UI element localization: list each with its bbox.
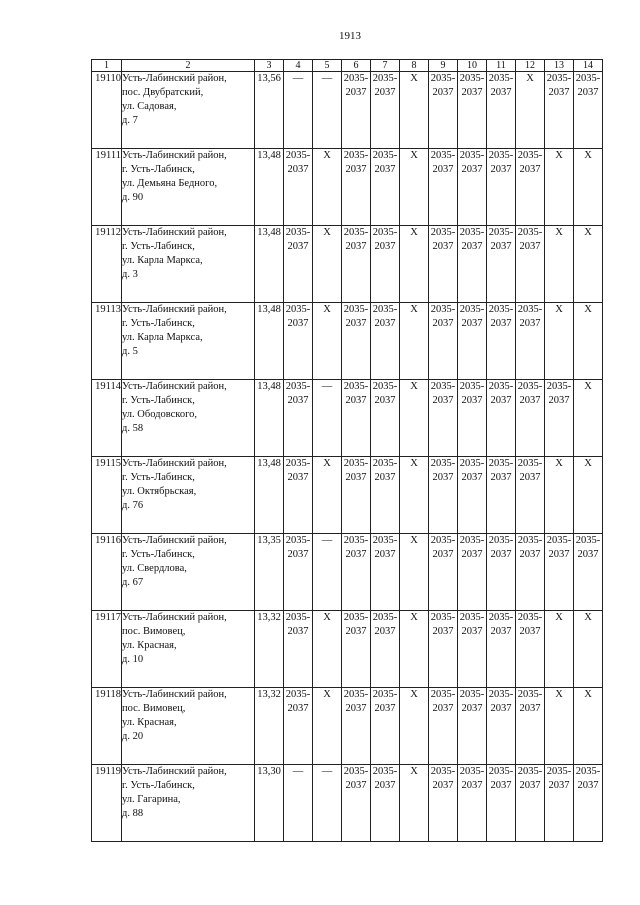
year-cell-col-4: 2035-2037	[284, 380, 313, 457]
address-line: г. Усть-Лабинск,	[122, 318, 195, 329]
address-cell	[122, 149, 255, 226]
column-number-3: 3	[255, 60, 284, 72]
address-cell	[122, 457, 255, 534]
row-id: 19111	[92, 149, 122, 226]
year-cell-col-11: 2035-2037	[487, 765, 516, 842]
address-line: пос. Вимовец,	[122, 703, 186, 714]
table-row	[92, 688, 603, 765]
address-line: Усть-Лабинский район,	[122, 535, 227, 546]
year-cell-col-13: 2035-2037	[545, 765, 574, 842]
row-id: 19118	[92, 688, 122, 765]
year-cell-col-11: 2035-2037	[487, 688, 516, 765]
year-cell-col-13: 2035-2037	[545, 72, 574, 149]
year-cell-col-14: 2035-2037	[574, 534, 603, 611]
column-number-9: 9	[429, 60, 458, 72]
column-number-11: 11	[487, 60, 516, 72]
year-cell-col-5: X	[313, 611, 342, 688]
year-cell-col-7: 2035-2037	[371, 149, 400, 226]
column-number-14: 14	[574, 60, 603, 72]
address-cell	[122, 380, 255, 457]
year-cell-col-10: 2035-2037	[458, 457, 487, 534]
area-value: 13,32	[255, 611, 284, 688]
table-row	[92, 303, 603, 380]
year-cell-col-4: 2035-2037	[284, 611, 313, 688]
address-cell	[122, 611, 255, 688]
year-cell-col-7: 2035-2037	[371, 303, 400, 380]
year-cell-col-11: 2035-2037	[487, 534, 516, 611]
column-number-7: 7	[371, 60, 400, 72]
row-id: 19113	[92, 303, 122, 380]
year-cell-col-6: 2035-2037	[342, 72, 371, 149]
area-value: 13,32	[255, 688, 284, 765]
table-row	[92, 611, 603, 688]
year-cell-col-12: X	[516, 72, 545, 149]
address-line: пос. Двубратский,	[122, 87, 204, 98]
year-cell-col-14: X	[574, 380, 603, 457]
year-cell-col-12: 2035-2037	[516, 380, 545, 457]
address-line: ул. Октябрьская,	[122, 486, 197, 497]
address-line: ул. Красная,	[122, 640, 177, 651]
year-cell-col-8: X	[400, 303, 429, 380]
area-value: 13,48	[255, 303, 284, 380]
year-cell-col-6: 2035-2037	[342, 457, 371, 534]
year-cell-col-6: 2035-2037	[342, 765, 371, 842]
row-id: 19119	[92, 765, 122, 842]
address-line: д. 3	[122, 269, 138, 280]
address-cell	[122, 226, 255, 303]
year-cell-col-10: 2035-2037	[458, 765, 487, 842]
year-cell-col-9: 2035-2037	[429, 149, 458, 226]
year-cell-col-11: 2035-2037	[487, 303, 516, 380]
year-cell-col-10: 2035-2037	[458, 149, 487, 226]
address-line: д. 76	[122, 500, 144, 511]
address-cell	[122, 534, 255, 611]
row-id: 19116	[92, 534, 122, 611]
year-cell-col-13: X	[545, 303, 574, 380]
table-row	[92, 149, 603, 226]
address-line: г. Усть-Лабинск,	[122, 780, 195, 791]
table-row	[92, 226, 603, 303]
column-number-2: 2	[122, 60, 255, 72]
year-cell-col-12: 2035-2037	[516, 226, 545, 303]
area-value: 13,48	[255, 380, 284, 457]
table-row	[92, 534, 603, 611]
table-row	[92, 765, 603, 842]
year-cell-col-8: X	[400, 380, 429, 457]
year-cell-col-4: 2035-2037	[284, 534, 313, 611]
address-line: ул. Демьяна Бедного,	[122, 178, 218, 189]
address-line: Усть-Лабинский район,	[122, 304, 227, 315]
area-value: 13,30	[255, 765, 284, 842]
year-cell-col-7: 2035-2037	[371, 688, 400, 765]
address-line: Усть-Лабинский район,	[122, 612, 227, 623]
column-number-6: 6	[342, 60, 371, 72]
year-cell-col-8: X	[400, 226, 429, 303]
year-cell-col-13: 2035-2037	[545, 380, 574, 457]
address-line: Усть-Лабинский район,	[122, 73, 227, 84]
year-cell-col-5: —	[313, 534, 342, 611]
address-line: г. Усть-Лабинск,	[122, 164, 195, 175]
column-number-13: 13	[545, 60, 574, 72]
address-line: г. Усть-Лабинск,	[122, 241, 195, 252]
address-line: г. Усть-Лабинск,	[122, 395, 195, 406]
year-cell-col-7: 2035-2037	[371, 534, 400, 611]
table-header	[92, 60, 603, 72]
year-cell-col-12: 2035-2037	[516, 611, 545, 688]
year-cell-col-11: 2035-2037	[487, 149, 516, 226]
register-table	[91, 59, 603, 842]
year-cell-col-7: 2035-2037	[371, 226, 400, 303]
year-cell-col-8: X	[400, 534, 429, 611]
year-cell-col-14: X	[574, 611, 603, 688]
year-cell-col-8: X	[400, 149, 429, 226]
year-cell-col-9: 2035-2037	[429, 688, 458, 765]
year-cell-col-9: 2035-2037	[429, 303, 458, 380]
row-id: 19117	[92, 611, 122, 688]
year-cell-col-7: 2035-2037	[371, 72, 400, 149]
year-cell-col-5: —	[313, 765, 342, 842]
year-cell-col-9: 2035-2037	[429, 534, 458, 611]
year-cell-col-14: X	[574, 688, 603, 765]
row-id: 19110	[92, 72, 122, 149]
year-cell-col-9: 2035-2037	[429, 765, 458, 842]
year-cell-col-4: —	[284, 765, 313, 842]
year-cell-col-12: 2035-2037	[516, 149, 545, 226]
table-row	[92, 72, 603, 149]
table-body	[92, 72, 603, 842]
year-cell-col-10: 2035-2037	[458, 226, 487, 303]
year-cell-col-5: X	[313, 149, 342, 226]
year-cell-col-6: 2035-2037	[342, 303, 371, 380]
year-cell-col-12: 2035-2037	[516, 534, 545, 611]
address-line: г. Усть-Лабинск,	[122, 472, 195, 483]
year-cell-col-5: X	[313, 303, 342, 380]
year-cell-col-5: X	[313, 226, 342, 303]
address-line: ул. Гагарина,	[122, 794, 181, 805]
year-cell-col-8: X	[400, 611, 429, 688]
address-cell	[122, 303, 255, 380]
address-cell	[122, 688, 255, 765]
year-cell-col-8: X	[400, 688, 429, 765]
year-cell-col-6: 2035-2037	[342, 226, 371, 303]
year-cell-col-7: 2035-2037	[371, 765, 400, 842]
row-id: 19112	[92, 226, 122, 303]
address-line: д. 10	[122, 654, 144, 665]
table-row	[92, 457, 603, 534]
year-cell-col-5: X	[313, 457, 342, 534]
area-value: 13,56	[255, 72, 284, 149]
page-number: 1913	[339, 30, 361, 42]
address-line: Усть-Лабинский район,	[122, 689, 227, 700]
area-value: 13,35	[255, 534, 284, 611]
column-number-1: 1	[92, 60, 122, 72]
area-value: 13,48	[255, 226, 284, 303]
year-cell-col-4: 2035-2037	[284, 149, 313, 226]
address-line: Усть-Лабинский район,	[122, 766, 227, 777]
year-cell-col-14: X	[574, 303, 603, 380]
row-id: 19114	[92, 380, 122, 457]
address-line: ул. Ободовского,	[122, 409, 198, 420]
address-line: ул. Свердлова,	[122, 563, 187, 574]
year-cell-col-6: 2035-2037	[342, 611, 371, 688]
year-cell-col-10: 2035-2037	[458, 534, 487, 611]
year-cell-col-8: X	[400, 457, 429, 534]
table-row	[92, 380, 603, 457]
year-cell-col-14: X	[574, 226, 603, 303]
address-line: д. 20	[122, 731, 144, 742]
year-cell-col-6: 2035-2037	[342, 688, 371, 765]
year-cell-col-13: 2035-2037	[545, 534, 574, 611]
address-line: д. 88	[122, 808, 144, 819]
address-line: д. 58	[122, 423, 144, 434]
address-line: Усть-Лабинский район,	[122, 381, 227, 392]
year-cell-col-10: 2035-2037	[458, 72, 487, 149]
year-cell-col-9: 2035-2037	[429, 380, 458, 457]
address-line: пос. Вимовец,	[122, 626, 186, 637]
area-value: 13,48	[255, 149, 284, 226]
year-cell-col-13: X	[545, 149, 574, 226]
year-cell-col-13: X	[545, 611, 574, 688]
year-cell-col-8: X	[400, 765, 429, 842]
column-number-4: 4	[284, 60, 313, 72]
address-cell	[122, 72, 255, 149]
address-line: д. 90	[122, 192, 144, 203]
year-cell-col-9: 2035-2037	[429, 611, 458, 688]
year-cell-col-13: X	[545, 457, 574, 534]
year-cell-col-10: 2035-2037	[458, 688, 487, 765]
year-cell-col-14: X	[574, 149, 603, 226]
year-cell-col-7: 2035-2037	[371, 457, 400, 534]
address-line: ул. Садовая,	[122, 101, 177, 112]
year-cell-col-6: 2035-2037	[342, 380, 371, 457]
year-cell-col-11: 2035-2037	[487, 611, 516, 688]
year-cell-col-6: 2035-2037	[342, 149, 371, 226]
column-number-10: 10	[458, 60, 487, 72]
year-cell-col-12: 2035-2037	[516, 457, 545, 534]
year-cell-col-5: X	[313, 688, 342, 765]
address-line: ул. Карла Маркса,	[122, 332, 203, 343]
area-value: 13,48	[255, 457, 284, 534]
year-cell-col-4: 2035-2037	[284, 457, 313, 534]
year-cell-col-6: 2035-2037	[342, 534, 371, 611]
year-cell-col-14: X	[574, 457, 603, 534]
year-cell-col-12: 2035-2037	[516, 688, 545, 765]
year-cell-col-4: 2035-2037	[284, 303, 313, 380]
address-line: Усть-Лабинский район,	[122, 227, 227, 238]
address-line: д. 5	[122, 346, 138, 357]
year-cell-col-14: 2035-2037	[574, 72, 603, 149]
address-cell	[122, 765, 255, 842]
address-line: д. 67	[122, 577, 144, 588]
year-cell-col-11: 2035-2037	[487, 457, 516, 534]
year-cell-col-12: 2035-2037	[516, 303, 545, 380]
year-cell-col-7: 2035-2037	[371, 380, 400, 457]
year-cell-col-11: 2035-2037	[487, 72, 516, 149]
year-cell-col-10: 2035-2037	[458, 611, 487, 688]
address-line: Усть-Лабинский район,	[122, 150, 227, 161]
year-cell-col-13: X	[545, 226, 574, 303]
address-line: Усть-Лабинский район,	[122, 458, 227, 469]
year-cell-col-7: 2035-2037	[371, 611, 400, 688]
year-cell-col-4: 2035-2037	[284, 226, 313, 303]
column-number-5: 5	[313, 60, 342, 72]
column-number-12: 12	[516, 60, 545, 72]
address-line: ул. Карла Маркса,	[122, 255, 203, 266]
column-number-8: 8	[400, 60, 429, 72]
year-cell-col-10: 2035-2037	[458, 303, 487, 380]
year-cell-col-11: 2035-2037	[487, 226, 516, 303]
year-cell-col-4: —	[284, 72, 313, 149]
address-line: ул. Красная,	[122, 717, 177, 728]
year-cell-col-8: X	[400, 72, 429, 149]
year-cell-col-9: 2035-2037	[429, 226, 458, 303]
address-line: д. 7	[122, 115, 138, 126]
row-id: 19115	[92, 457, 122, 534]
year-cell-col-9: 2035-2037	[429, 72, 458, 149]
year-cell-col-12: 2035-2037	[516, 765, 545, 842]
year-cell-col-9: 2035-2037	[429, 457, 458, 534]
year-cell-col-10: 2035-2037	[458, 380, 487, 457]
year-cell-col-11: 2035-2037	[487, 380, 516, 457]
year-cell-col-13: X	[545, 688, 574, 765]
year-cell-col-5: —	[313, 380, 342, 457]
year-cell-col-5: —	[313, 72, 342, 149]
column-number-row	[92, 60, 603, 72]
address-line: г. Усть-Лабинск,	[122, 549, 195, 560]
year-cell-col-14: 2035-2037	[574, 765, 603, 842]
year-cell-col-4: 2035-2037	[284, 688, 313, 765]
